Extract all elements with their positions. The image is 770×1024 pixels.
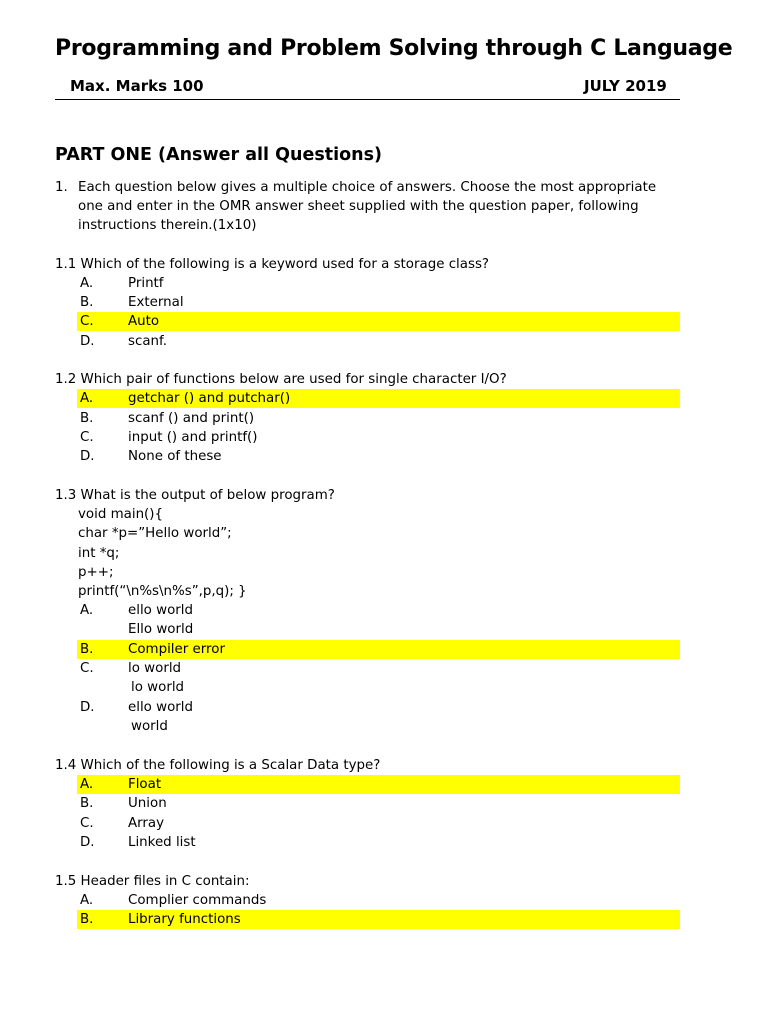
option-letter: A. bbox=[80, 893, 94, 908]
option-letter: D. bbox=[80, 835, 95, 850]
option-text: ello world bbox=[128, 700, 193, 715]
option-letter: C. bbox=[80, 661, 94, 676]
question-stem: 1.1 Which of the following is a keyword used for a storage class? bbox=[55, 257, 490, 272]
code-line: char *p=”Hello world”; bbox=[78, 526, 232, 541]
option-letter: B. bbox=[80, 295, 94, 310]
option-text-continued: Ello world bbox=[128, 622, 194, 637]
option-letter: B. bbox=[80, 796, 94, 811]
option-letter: B. bbox=[80, 912, 94, 927]
option-letter: C. bbox=[80, 816, 94, 831]
option-text: Linked list bbox=[128, 835, 196, 850]
option-letter: A. bbox=[80, 603, 94, 618]
question-stem: 1.2 Which pair of functions below are used for single character I/O? bbox=[55, 372, 507, 387]
option-letter: A. bbox=[80, 276, 94, 291]
option-text: scanf. bbox=[128, 334, 168, 349]
option-letter: D. bbox=[80, 449, 95, 464]
option-text: Compiler error bbox=[128, 642, 225, 657]
option-text: Printf bbox=[128, 276, 164, 291]
option-letter: C. bbox=[80, 430, 94, 445]
option-text: lo world bbox=[128, 661, 182, 676]
instruction-line: Each question below gives a multiple choice of answers. Choose the most appropriate bbox=[78, 180, 657, 195]
option-letter: B. bbox=[80, 411, 94, 426]
code-line: p++; bbox=[78, 565, 114, 580]
option-text: External bbox=[128, 295, 184, 310]
option-text-continued: lo world bbox=[131, 680, 185, 695]
code-line: printf(“\n%s\n%s”,p,q); } bbox=[78, 584, 247, 599]
option-text: Library functions bbox=[128, 912, 241, 927]
option-letter: B. bbox=[80, 642, 94, 657]
instruction-line: one and enter in the OMR answer sheet supplied with the question paper, following bbox=[78, 199, 639, 214]
header-divider bbox=[55, 99, 680, 100]
option-letter: C. bbox=[80, 314, 94, 329]
option-letter: A. bbox=[80, 777, 94, 792]
option-text: Array bbox=[128, 816, 165, 831]
option-text: input () and printf() bbox=[128, 430, 258, 445]
paper-title: Programming and Problem Solving through C Language bbox=[55, 36, 733, 61]
question-stem: 1.5 Header files in C contain: bbox=[55, 874, 250, 889]
option-text: Union bbox=[128, 796, 167, 811]
option-text: None of these bbox=[128, 449, 222, 464]
question-stem: 1.3 What is the output of below program? bbox=[55, 488, 335, 503]
max-marks: Max. Marks 100 bbox=[70, 77, 204, 95]
answer-highlight bbox=[77, 312, 680, 331]
option-letter: A. bbox=[80, 391, 94, 406]
option-text: ello world bbox=[128, 603, 193, 618]
option-text-continued: world bbox=[131, 719, 168, 734]
option-text: getchar () and putchar() bbox=[128, 391, 291, 406]
option-letter: D. bbox=[80, 334, 95, 349]
code-line: void main(){ bbox=[78, 507, 164, 522]
question-stem: 1.4 Which of the following is a Scalar Data type? bbox=[55, 758, 381, 773]
option-text: Float bbox=[128, 777, 162, 792]
instruction-number: 1. bbox=[55, 180, 68, 195]
option-letter: D. bbox=[80, 700, 95, 715]
instruction-line: instructions therein.(1x10) bbox=[78, 218, 257, 233]
answer-highlight bbox=[77, 775, 680, 794]
part-heading: PART ONE (Answer all Questions) bbox=[55, 145, 383, 165]
option-text: Auto bbox=[128, 314, 160, 329]
code-line: int *q; bbox=[78, 546, 120, 561]
option-text: scanf () and print() bbox=[128, 411, 255, 426]
option-text: Complier commands bbox=[128, 893, 267, 908]
exam-date: JULY 2019 bbox=[584, 77, 667, 95]
